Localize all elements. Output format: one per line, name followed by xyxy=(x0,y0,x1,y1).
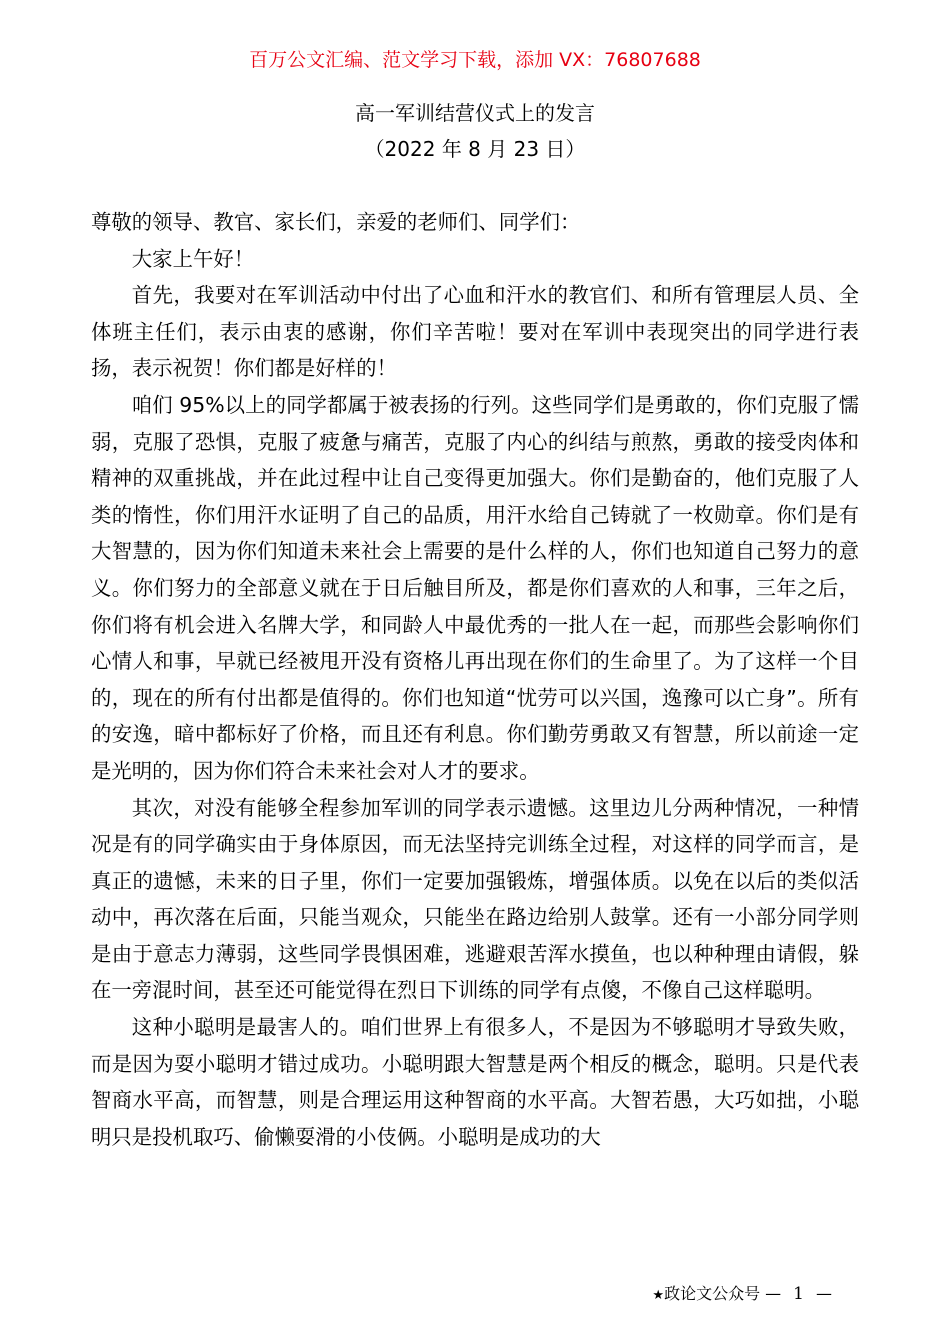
star-icon: ★ xyxy=(652,1288,665,1303)
footer-dash-left: — xyxy=(765,1284,782,1303)
footer-dash-right: — xyxy=(816,1284,832,1303)
paragraph-thanks: 首先，我要对在军训活动中付出了心血和汗水的教官们、和所有管理层人员、全体班主任们，表示由衷的感谢，你们辛苦啦！要对在军训中表现突出的同学进行表扬，表示祝贺！你们都是好样的！ xyxy=(91,283,859,381)
download-banner: 百万公文汇编、范文学习下载，添加 VX：76807688 xyxy=(249,49,701,71)
paragraph-cleverness: 这种小聪明是最害人的。咱们世界上有很多人，不是因为不够聪明才导致失败，而是因为耍小聪明才错过成功。小聪明跟大智慧是两个相反的概念，聪明。只是代表智商水平高，而智慧，则是合理运用这种智商的水平高。大智若愚，大巧如拙，小聪明只是投机取巧、偷懒耍滑的小伎俩。小聪明是成功的大 xyxy=(91,1015,859,1149)
paragraph-regret: 其次，对没有能够全程参加军训的同学表示遗憾。这里边儿分两种情况，一种情况是有的同学确实由于身体原因，而无法坚持完训练全过程，对这样的同学而言，是真正的遗憾，未来的日子里，你们一定要加强锻炼，增强体质。以免在以后的类似活动中，再次落在后面，只能当观众，只能坐在路边给别人鼓掌。还有一小部分同学则是由于意志力薄弱，这些同学畏惧困难，逃避艰苦浑水摸鱼，也以种种理由请假，躲在一旁混时间，甚至还可能觉得在烈日下训练的同学有点傻，不像自己这样聪明。 xyxy=(91,795,859,1003)
salutation: 尊敬的领导、教官、家长们，亲爱的老师们、同学们： xyxy=(91,210,581,234)
page-footer xyxy=(652,1282,832,1308)
document-title: 高一军训结营仪式上的发言 xyxy=(355,101,595,125)
paragraph-greeting: 大家上午好！ xyxy=(131,246,255,271)
paragraph-praise: 咱们 95%以上的同学都属于被表扬的行列。这些同学们是勇敢的，你们克服了懦弱，克服了恐惧，克服了疲惫与痛苦，克服了内心的纠结与煎熬，勇敢的接受肉体和精神的双重挑战，并在此过程中让自己变得更加强大。你们是勤奋的，他们克服了人类的惰性，你们用汗水证明了自己的品质，用汗水给自己铸就了一枚勋章。你们是有大智慧的，因为你们知道未来社会上需要的是什么样的人，你们也知道自己努力的意义。你们努力的全部意义就在于日后触目所及，都是你们喜欢的人和事，三年之后，你们将有机会进入名牌大学，和同龄人中最优秀的一批人在一起，而那些会影响你们心情人和事，早就已经被甩开没有资格儿再出现在你们的生命里了。为了这样一个目的，现在的所有付出都是值得的。你们也知道“忧劳可以兴国，逸豫可以亡身”。所有的安逸，暗中都标好了价格，而且还有利息。你们勤劳勇敢又有智慧，所以前途一定是光明的，因为你们符合未来社会对人才的要求。 xyxy=(91,392,859,783)
document-body xyxy=(91,204,859,1155)
document-date: （2022 年 8 月 23 日） xyxy=(364,137,586,161)
page-number: 1 xyxy=(793,1284,804,1304)
footer-source: 政论文公众号 xyxy=(664,1284,761,1303)
